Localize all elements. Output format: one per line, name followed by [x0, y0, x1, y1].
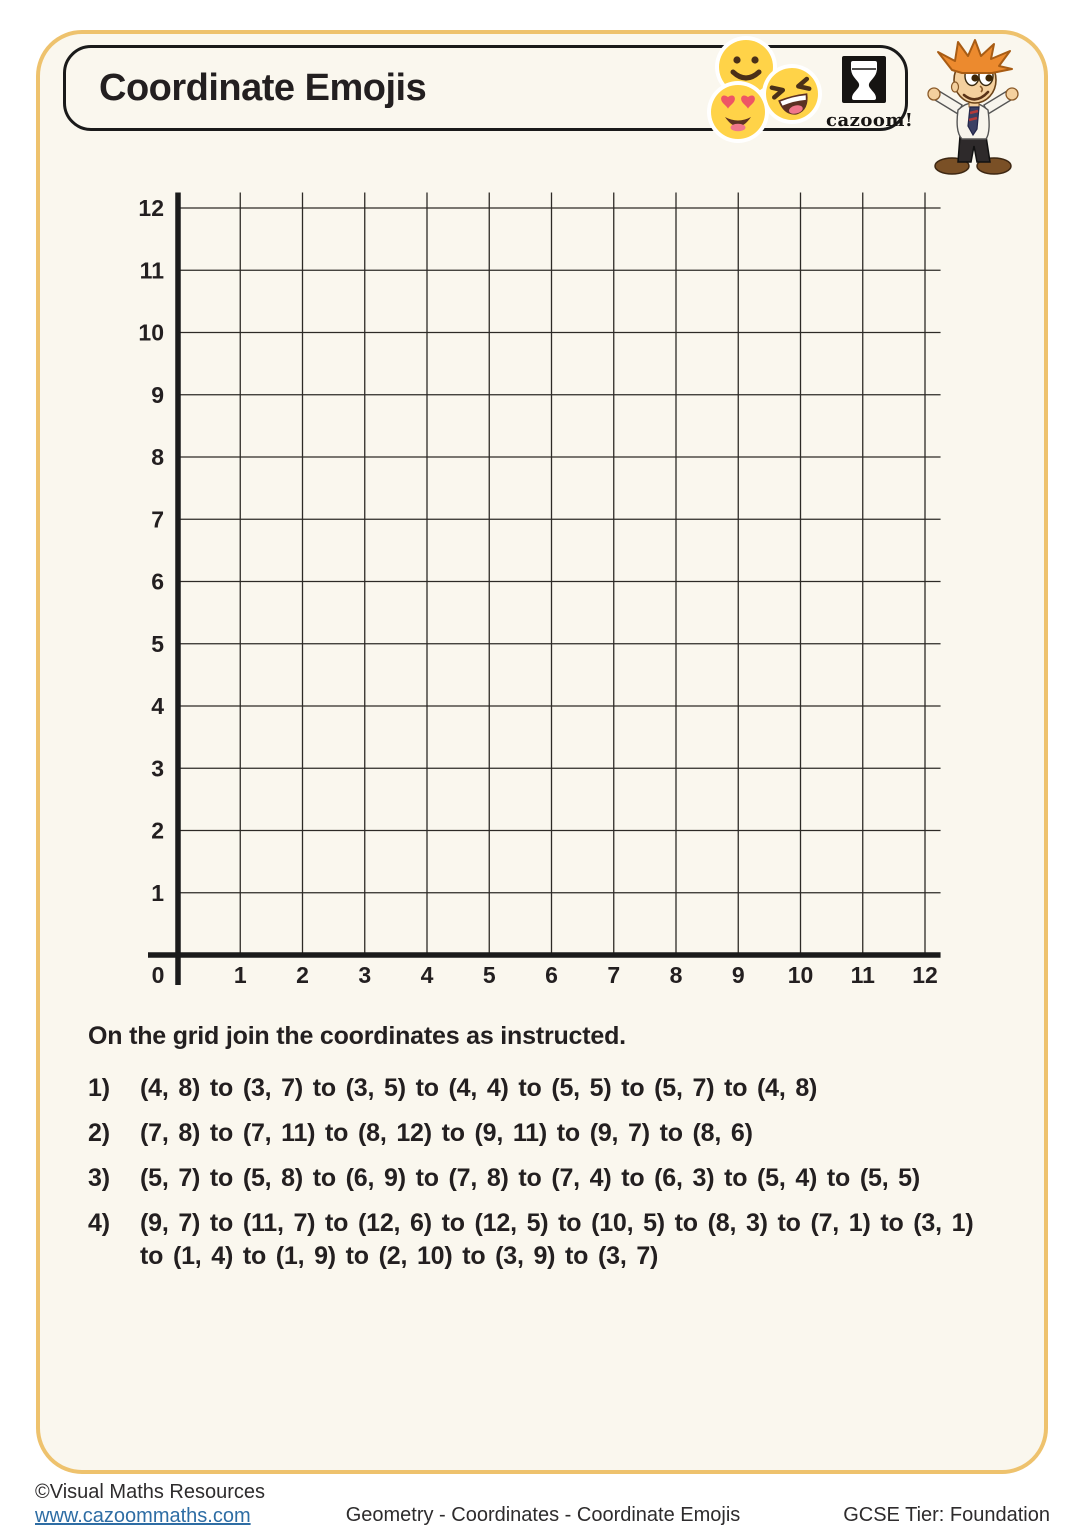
svg-text:2: 2 [151, 817, 164, 844]
item-number: 3) [88, 1164, 110, 1192]
svg-text:12: 12 [912, 962, 938, 988]
coordinate-list-item-2 [88, 1117, 1008, 1150]
item-number: 4) [88, 1209, 110, 1237]
coordinate-grid [100, 180, 970, 1010]
svg-text:5: 5 [482, 962, 496, 988]
svg-text:10: 10 [787, 962, 814, 988]
footer-breadcrumb: Geometry - Coordinates - Coordinate Emojis [345, 1504, 741, 1526]
coordinate-text: (9, 7) to (11, 7) to (12, 6) to (12, 5) to (10, 5) to (8, 3) to (7, 1) to (3, 1) [140, 1209, 974, 1237]
cazoom-drum-icon [841, 56, 887, 104]
coordinate-list-item-4 [88, 1207, 1008, 1273]
coordinate-text: (4, 8) to (3, 7) to (3, 5) to (4, 4) to (5, 5) to (5, 7) to (4, 8) [140, 1074, 818, 1102]
svg-text:1: 1 [151, 879, 164, 906]
svg-text:3: 3 [358, 962, 372, 988]
svg-text:6: 6 [151, 568, 164, 595]
svg-text:8: 8 [669, 962, 683, 988]
item-number: 2) [88, 1119, 110, 1147]
coordinate-text: (5, 7) to (5, 8) to (6, 9) to (7, 8) to (7, 4) to (6, 3) to (5, 4) to (5, 5) [140, 1164, 921, 1192]
svg-text:5: 5 [151, 630, 164, 657]
svg-text:4: 4 [420, 962, 434, 988]
svg-text:11: 11 [139, 257, 164, 284]
svg-text:1: 1 [233, 962, 247, 988]
svg-text:4: 4 [151, 693, 164, 719]
svg-text:7: 7 [151, 506, 164, 533]
cazoom-logo [826, 56, 914, 131]
svg-text:12: 12 [138, 195, 164, 221]
mascot-icon [922, 38, 1024, 176]
svg-text:11: 11 [850, 962, 875, 988]
heart-eyes-emoji-icon [707, 81, 769, 143]
svg-text:9: 9 [731, 962, 745, 988]
emoji-sticker-cluster [698, 30, 826, 144]
item-number: 1) [88, 1074, 110, 1102]
footer [0, 1478, 1086, 1528]
svg-text:0: 0 [151, 962, 165, 988]
copyright-text: ©Visual Maths Resources [35, 1481, 266, 1503]
svg-text:8: 8 [151, 444, 164, 470]
svg-text:6: 6 [545, 962, 558, 988]
svg-text:10: 10 [138, 319, 164, 346]
svg-text:3: 3 [151, 755, 164, 782]
cazoom-logo-text: cazoom! [826, 110, 914, 131]
footer-tier: GCSE Tier: Foundation [843, 1504, 1050, 1526]
instructions-heading: On the grid join the coordinates as instructed. [88, 1022, 626, 1050]
instructions-section [88, 1022, 1008, 1285]
coordinate-text: to (1, 4) to (1, 9) to (2, 10) to (3, 9) to (3, 7) [140, 1242, 659, 1270]
coordinate-list-item-1 [88, 1072, 1008, 1105]
svg-text:7: 7 [607, 962, 621, 988]
coordinate-grid-svg [100, 180, 970, 1010]
coordinate-text: (7, 8) to (7, 11) to (8, 12) to (9, 11) to (9, 7) to (8, 6) [140, 1119, 753, 1147]
svg-text:9: 9 [151, 381, 164, 408]
page-title: Coordinate Emojis [99, 67, 427, 109]
svg-text:2: 2 [296, 962, 309, 988]
website-link[interactable]: www.cazoommaths.com [35, 1505, 251, 1527]
coordinate-list-item-3 [88, 1162, 1008, 1195]
